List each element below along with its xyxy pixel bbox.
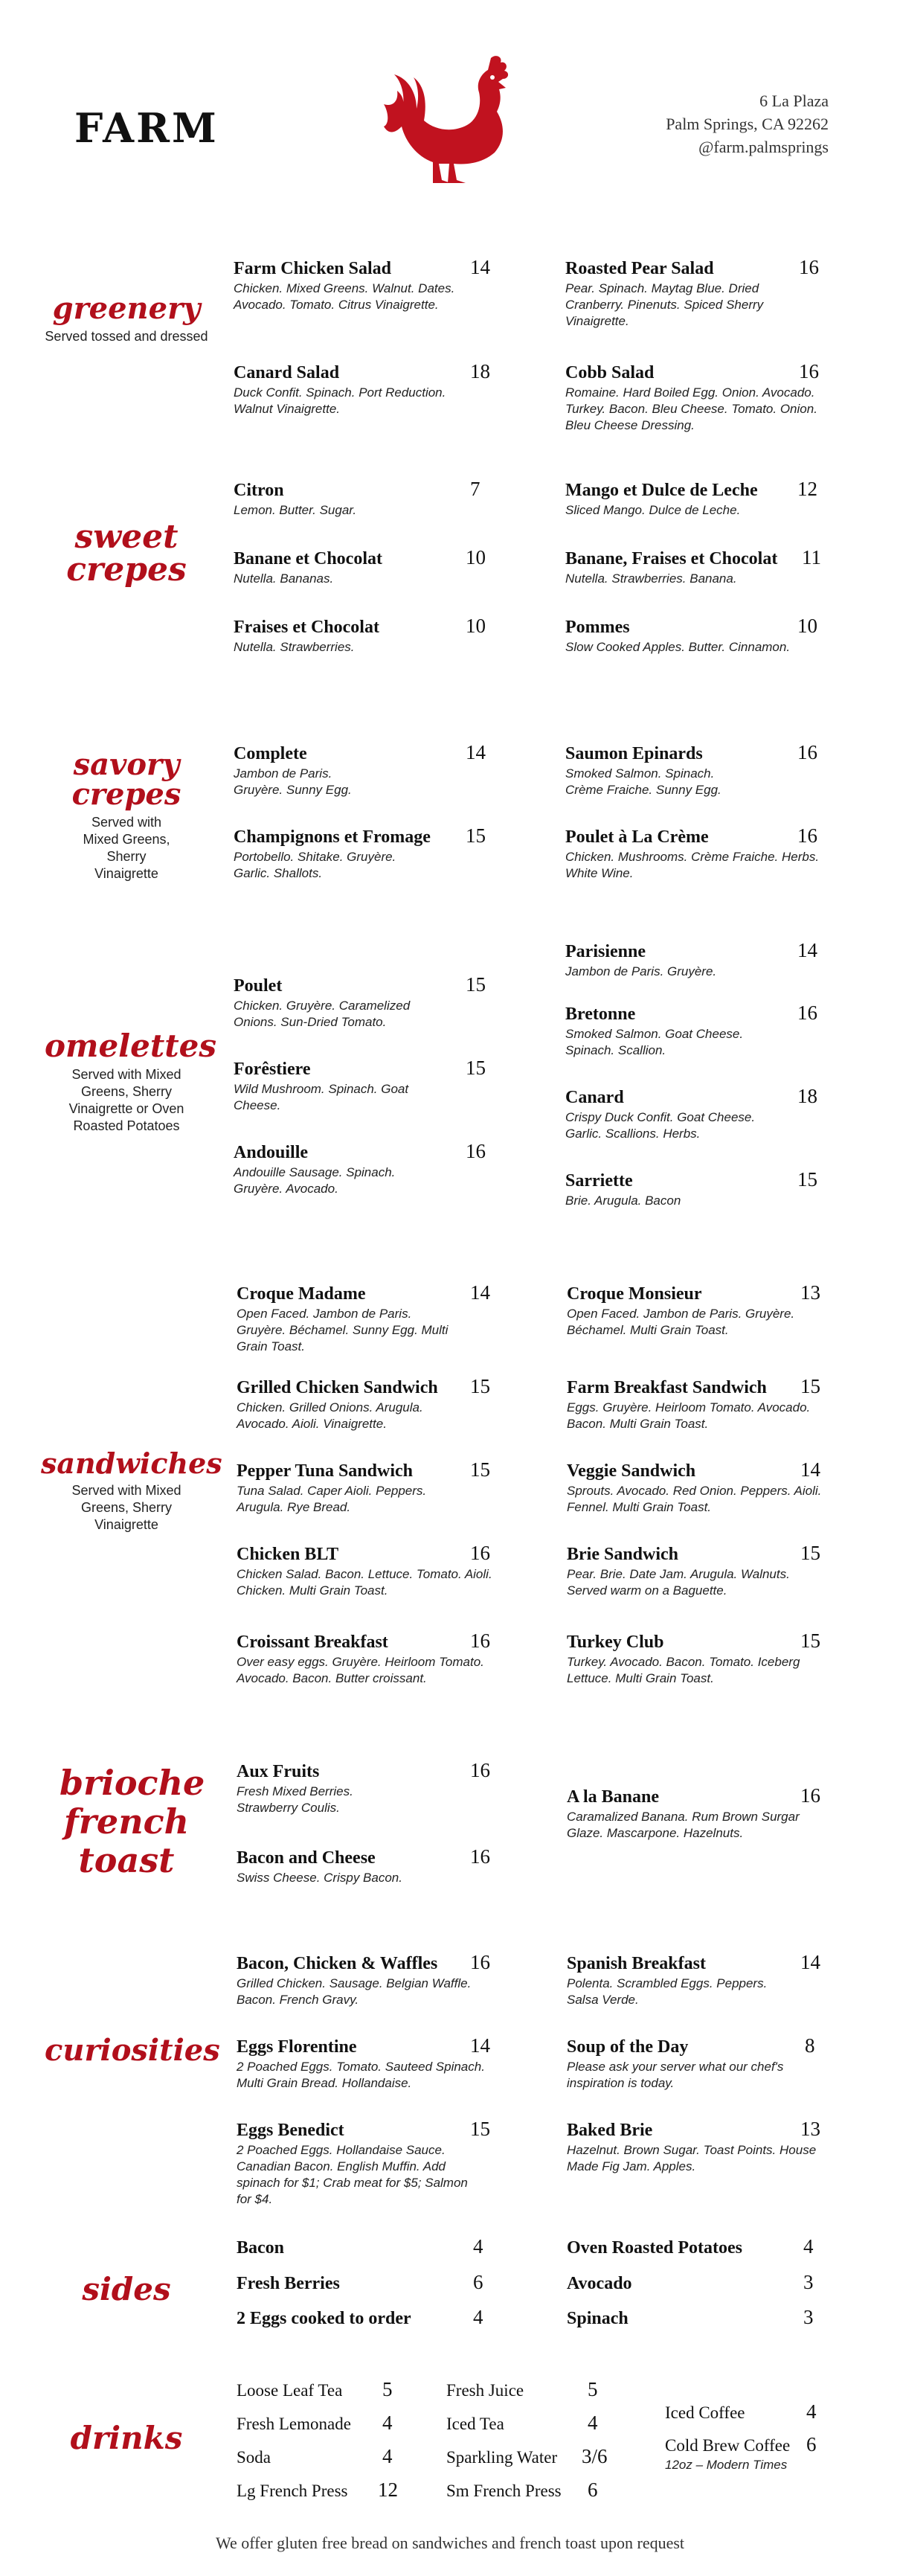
item-desc: Jambon de Paris. Gruyère. Sunny Egg. — [234, 766, 352, 797]
item-price: 5 — [588, 2378, 598, 2400]
menu-item — [237, 1542, 493, 1599]
item-name: Chicken BLT — [237, 1545, 339, 1564]
gluten-free-note: We offer gluten free bread on sandwiches and french toast upon request — [215, 2534, 685, 2552]
item-price: 14 — [470, 2034, 490, 2057]
item-price: 15 — [466, 1057, 486, 1079]
item-price: 16 — [800, 1784, 820, 1807]
item-desc: Slow Cooked Apples. Butter. Cinnamon. — [565, 640, 791, 654]
item-price: 16 — [470, 1845, 490, 1868]
item-desc: Andouille Sausage. Spinach. Gruyère. Avocado. — [234, 1165, 396, 1196]
menu-item — [446, 2445, 617, 2467]
menu-item — [234, 478, 490, 519]
menu-item — [234, 973, 490, 1031]
item-price: 10 — [466, 546, 486, 568]
item-price: 16 — [470, 1630, 490, 1652]
item-desc: Nutella. Strawberries. Banana. — [565, 571, 737, 586]
section-title: sandwiches — [41, 1446, 222, 1480]
item-name: Banane et Chocolat — [234, 549, 382, 568]
item-desc: Brie. Arugula. Bacon — [565, 1194, 681, 1208]
item-price: 16 — [470, 1542, 490, 1564]
item-price: 15 — [470, 1375, 490, 1397]
item-name: Citron — [234, 481, 284, 500]
menu-item — [234, 741, 490, 798]
item-desc: Open Faced. Jambon de Paris. Gruyère. Béchamel. Sunny Egg. Multi Grain Toast. — [237, 1307, 449, 1353]
item-price: 7 — [470, 478, 480, 500]
menu-item — [446, 2479, 617, 2501]
menu-item — [665, 2433, 836, 2473]
menu-item — [567, 1784, 823, 1842]
item-price: 4 — [382, 2412, 393, 2434]
menu-item — [565, 546, 822, 587]
menu-item — [234, 1140, 490, 1197]
menu-item — [237, 1281, 493, 1355]
item-desc: Pear. Spinach. Maytag Blue. Dried Cranberry. Pinenuts. Spiced Sherry Vinaigrette. — [565, 281, 764, 328]
item-name: Eggs Florentine — [237, 2037, 357, 2057]
item-name: Mango et Dulce de Leche — [565, 481, 758, 500]
item-name: Poulet — [234, 976, 283, 996]
item-name: Farm Breakfast Sandwich — [567, 1378, 767, 1397]
item-price: 13 — [800, 2118, 820, 2140]
menu-item — [237, 1630, 493, 1687]
menu-item — [446, 2378, 617, 2400]
menu-item — [237, 2412, 408, 2434]
menu-item — [665, 2400, 836, 2423]
menu-item — [565, 824, 822, 882]
item-name: Iced Coffee — [665, 2403, 745, 2422]
item-name: Spinach — [567, 2309, 629, 2328]
menu-item — [567, 2271, 823, 2294]
item-price: 16 — [797, 824, 817, 847]
item-desc: Portobello. Shitake. Gruyère. Garlic. Shallots. — [234, 850, 396, 880]
item-price: 4 — [806, 2400, 817, 2423]
section-title: greenery — [52, 291, 201, 326]
item-name: Bacon and Cheese — [237, 1848, 376, 1868]
menu-item — [237, 1458, 493, 1516]
item-name: Farm Chicken Salad — [234, 259, 392, 278]
item-price: 4 — [473, 2235, 483, 2258]
menu-item — [237, 2118, 493, 2208]
item-name: Sarriette — [565, 1171, 633, 1191]
item-price: 4 — [473, 2306, 483, 2328]
item-desc: Pear. Brie. Date Jam. Arugula. Walnuts. Served warm on a Baguette. — [567, 1567, 790, 1598]
item-name: Canard — [565, 1088, 624, 1107]
item-price: 5 — [382, 2378, 393, 2400]
item-name: Sparkling Water — [446, 2448, 558, 2467]
item-price: 15 — [470, 1458, 490, 1481]
item-price: 3 — [803, 2306, 814, 2328]
item-price: 15 — [800, 1630, 820, 1652]
menu-item — [234, 615, 490, 656]
item-name: Saumon Epinards — [565, 744, 703, 763]
item-name: Champignons et Fromage — [234, 827, 431, 847]
item-desc: Sprouts. Avocado. Red Onion. Peppers. Aioli. Fennel. Multi Grain Toast. — [567, 1484, 822, 1514]
item-name: Parisienne — [565, 942, 646, 961]
item-name: Poulet à La Crème — [565, 827, 709, 847]
menu-item — [567, 2235, 823, 2258]
menu-item — [237, 2306, 493, 2329]
section-subtitle: Served with Mixed Greens, Sherry Vinaigrette — [71, 1483, 181, 1532]
item-desc: Smoked Salmon. Spinach. Crème Fraiche. Sunny Egg. — [565, 766, 721, 797]
section-brioche — [60, 1763, 205, 1880]
item-name: Fraises et Chocolat — [234, 618, 379, 637]
item-name: Pepper Tuna Sandwich — [237, 1461, 413, 1481]
section-title: sweet crepes — [66, 518, 187, 589]
item-name: Croque Madame — [237, 1284, 366, 1304]
menu-item — [567, 1281, 823, 1339]
rooster-icon — [379, 52, 517, 186]
menu-item — [234, 824, 490, 882]
item-name: 2 Eggs cooked to order — [237, 2309, 411, 2328]
section-savory-crepes — [45, 747, 208, 882]
brand-name: FARM — [74, 104, 219, 152]
item-name: Oven Roasted Potatoes — [567, 2238, 742, 2258]
menu-item — [565, 1168, 822, 1209]
item-price: 16 — [799, 256, 819, 278]
menu-item — [237, 2235, 493, 2258]
item-name: Sm French Press — [446, 2482, 562, 2500]
menu-item — [565, 1002, 822, 1059]
item-price: 12 — [378, 2479, 398, 2501]
item-price: 15 — [800, 1375, 820, 1397]
item-price: 16 — [470, 1759, 490, 1781]
item-price: 10 — [466, 615, 486, 637]
item-name: Canard Salad — [234, 363, 340, 382]
item-price: 14 — [797, 939, 817, 961]
menu-item — [565, 615, 822, 656]
section-title: brioche french toast — [60, 1763, 205, 1880]
item-price: 3 — [803, 2271, 814, 2293]
menu-item — [565, 478, 822, 519]
item-name: Bacon, Chicken & Waffles — [237, 1954, 438, 1973]
item-price: 4 — [382, 2445, 393, 2467]
social-handle: @farm.palmsprings — [698, 138, 829, 156]
section-title: drinks — [70, 2420, 183, 2456]
section-title: savory crepes — [71, 747, 181, 812]
item-price: 15 — [800, 1542, 820, 1564]
item-desc: Caramalized Banana. Rum Brown Surgar Glaze. Mascarpone. Hazelnuts. — [567, 1810, 800, 1840]
item-price: 3/6 — [582, 2445, 608, 2467]
item-name: Complete — [234, 744, 307, 763]
section-title: omelettes — [45, 1028, 217, 1064]
item-desc: Duck Confit. Spinach. Port Reduction. Walnut Vinaigrette. — [234, 385, 446, 416]
item-price: 15 — [466, 973, 486, 996]
item-name: Aux Fruits — [237, 1762, 320, 1781]
section-title: sides — [82, 2271, 171, 2307]
menu-item — [565, 360, 822, 434]
item-desc: Polenta. Scrambled Eggs. Peppers. Salsa Verde. — [567, 1976, 768, 2007]
item-desc: Chicken. Gruyère. Caramelized Onions. Sun-Dried Tomato. — [234, 999, 411, 1029]
item-desc: Chicken. Grilled Onions. Arugula. Avocado. Aioli. Vinaigrette. — [237, 1400, 423, 1431]
section-title: curiosities — [45, 2033, 220, 2068]
item-desc: Tuna Salad. Caper Aioli. Peppers. Arugula. Rye Bread. — [237, 1484, 427, 1514]
item-name: Turkey Club — [567, 1633, 664, 1652]
item-name: A la Banane — [567, 1787, 660, 1807]
item-name: Spanish Breakfast — [567, 1954, 706, 1973]
item-desc: Eggs. Gruyère. Heirloom Tomato. Avocado. Bacon. Multi Grain Toast. — [567, 1400, 811, 1431]
menu-item — [237, 2271, 493, 2294]
item-name: Grilled Chicken Sandwich — [237, 1378, 438, 1397]
item-price: 14 — [470, 1281, 490, 1304]
item-price: 8 — [805, 2034, 815, 2057]
item-price: 4 — [803, 2235, 814, 2258]
menu-item — [565, 939, 822, 980]
menu-item — [237, 1375, 493, 1432]
menu-item — [234, 546, 490, 587]
address-line1: 6 La Plaza — [759, 92, 829, 110]
item-desc: Open Faced. Jambon de Paris. Gruyère. Béchamel. Multi Grain Toast. — [567, 1307, 795, 1337]
item-price: 14 — [466, 741, 486, 763]
section-subtitle: Served with Mixed Greens, Sherry Vinaigrette — [83, 815, 170, 881]
menu-item — [565, 741, 822, 798]
section-curiosities — [45, 2033, 220, 2068]
section-drinks — [45, 2420, 208, 2456]
item-desc: Lemon. Butter. Sugar. — [234, 503, 357, 517]
item-price: 13 — [800, 1281, 820, 1304]
item-price: 6 — [588, 2479, 598, 2501]
item-desc: Hazelnut. Brown Sugar. Toast Points. House Made Fig Jam. Apples. — [567, 2143, 817, 2173]
item-price: 14 — [800, 1458, 820, 1481]
item-name: Banane, Fraises et Chocolat — [565, 549, 778, 568]
item-name: Baked Brie — [567, 2121, 653, 2140]
menu-item — [237, 1759, 493, 1816]
item-name: Roasted Pear Salad — [565, 259, 714, 278]
section-omelettes — [45, 1028, 217, 1135]
item-desc: Wild Mushroom. Spinach. Goat Cheese. — [234, 1082, 409, 1112]
item-price: 18 — [797, 1085, 817, 1107]
address-line2: Palm Springs, CA 92262 — [666, 115, 829, 133]
menu-item — [237, 1845, 493, 1886]
item-name: Bacon — [237, 2238, 285, 2258]
item-price: 14 — [800, 1951, 820, 1973]
menu-item — [567, 1951, 823, 2008]
menu-item — [234, 360, 490, 417]
item-name: Fresh Lemonade — [237, 2415, 351, 2433]
item-price: 4 — [588, 2412, 598, 2434]
section-sides — [45, 2271, 208, 2307]
item-desc: Chicken. Mixed Greens. Walnut. Dates. Avocado. Tomato. Citrus Vinaigrette. — [234, 281, 455, 312]
item-name: Loose Leaf Tea — [237, 2381, 343, 2400]
item-name: Cold Brew Coffee — [665, 2436, 791, 2455]
item-price: 15 — [470, 2118, 490, 2140]
section-sandwiches — [41, 1446, 222, 1534]
menu-item — [565, 256, 822, 330]
item-price: 6 — [806, 2433, 817, 2455]
section-subtitle: Served with Mixed Greens, Sherry Vinaigrette or Oven Roasted Potatoes — [68, 1067, 184, 1133]
address-block — [666, 89, 829, 158]
section-subtitle: Served tossed and dressed — [45, 329, 208, 344]
item-desc: 2 Poached Eggs. Hollandaise Sauce. Canadian Bacon. English Muffin. Add spinach for $1; Crab meat for $5; Salmon for $4. — [237, 2143, 468, 2206]
menu-item — [237, 2378, 408, 2400]
menu-item — [237, 2034, 493, 2092]
item-desc: Romaine. Hard Boiled Egg. Onion. Avocado. Turkey. Bacon. Bleu Cheese. Tomato. Onion. Bleu Cheese Dressing. — [565, 385, 817, 432]
menu-item — [234, 1057, 490, 1114]
menu-item — [567, 2118, 823, 2175]
menu-item — [237, 2479, 408, 2501]
menu-item — [446, 2412, 617, 2434]
item-name: Croque Monsieur — [567, 1284, 702, 1304]
item-name: Cobb Salad — [565, 363, 655, 382]
item-price: 15 — [466, 824, 486, 847]
menu-item — [237, 1951, 493, 2008]
item-desc: Nutella. Strawberries. — [234, 640, 355, 654]
item-name: Fresh Juice — [446, 2381, 524, 2400]
item-desc: Please ask your server what our chef's inspiration is today. — [567, 2060, 784, 2090]
item-price: 16 — [797, 1002, 817, 1024]
item-price: 10 — [797, 615, 817, 637]
item-desc: Chicken Salad. Bacon. Lettuce. Tomato. Aioli. Chicken. Multi Grain Toast. — [237, 1567, 492, 1598]
item-price: 11 — [802, 546, 821, 568]
menu-item — [234, 256, 490, 313]
item-price: 15 — [797, 1168, 817, 1191]
menu-item — [567, 1630, 823, 1687]
item-desc: Sliced Mango. Dulce de Leche. — [565, 503, 741, 517]
item-desc: Swiss Cheese. Crispy Bacon. — [237, 1871, 402, 1885]
item-name: Bretonne — [565, 1005, 636, 1024]
menu-item — [567, 2034, 823, 2092]
item-desc: Smoked Salmon. Goat Cheese. Spinach. Scallion. — [565, 1027, 744, 1057]
menu-item — [237, 2445, 408, 2467]
item-desc: 2 Poached Eggs. Tomato. Sauteed Spinach. Multi Grain Bread. Hollandaise. — [237, 2060, 485, 2090]
item-desc: Turkey. Avocado. Bacon. Tomato. Iceberg Lettuce. Multi Grain Toast. — [567, 1655, 800, 1685]
section-sweet-crepes — [45, 518, 208, 589]
item-price: 16 — [797, 741, 817, 763]
menu-item — [567, 1542, 823, 1599]
item-name: Lg French Press — [237, 2482, 348, 2500]
item-name: Fresh Berries — [237, 2274, 340, 2293]
menu-item — [567, 1375, 823, 1432]
item-price: 18 — [470, 360, 490, 382]
item-desc: Nutella. Bananas. — [234, 571, 334, 586]
section-greenery — [45, 291, 208, 345]
menu-item — [565, 1085, 822, 1142]
item-name: Iced Tea — [446, 2415, 504, 2433]
item-name: Avocado — [567, 2274, 632, 2293]
item-name: Forêstiere — [234, 1060, 311, 1079]
item-price: 12 — [797, 478, 817, 500]
item-price: 16 — [466, 1140, 486, 1162]
menu-item — [567, 1458, 823, 1516]
item-name: Soda — [237, 2448, 271, 2467]
item-desc: Grilled Chicken. Sausage. Belgian Waffle. Bacon. French Gravy. — [237, 1976, 472, 2007]
item-desc: Fresh Mixed Berries. Strawberry Coulis. — [237, 1784, 353, 1815]
item-desc: Crispy Duck Confit. Goat Cheese. Garlic. Scallions. Herbs. — [565, 1110, 756, 1141]
item-desc: Jambon de Paris. Gruyère. — [565, 964, 717, 978]
item-name: Brie Sandwich — [567, 1545, 679, 1564]
item-name: Croissant Breakfast — [237, 1633, 388, 1652]
item-desc: 12oz – Modern Times — [665, 2458, 788, 2472]
item-name: Veggie Sandwich — [567, 1461, 696, 1481]
item-price: 6 — [473, 2271, 483, 2293]
item-name: Andouille — [234, 1143, 309, 1162]
item-desc: Over easy eggs. Gruyère. Heirloom Tomato. Avocado. Bacon. Butter croissant. — [237, 1655, 484, 1685]
menu-item — [567, 2306, 823, 2329]
item-name: Pommes — [565, 618, 630, 637]
item-name: Eggs Benedict — [237, 2121, 344, 2140]
item-desc: Chicken. Mushrooms. Crème Fraiche. Herbs. White Wine. — [565, 850, 820, 880]
item-name: Soup of the Day — [567, 2037, 689, 2057]
item-price: 14 — [470, 256, 490, 278]
item-price: 16 — [799, 360, 819, 382]
item-price: 16 — [470, 1951, 490, 1973]
